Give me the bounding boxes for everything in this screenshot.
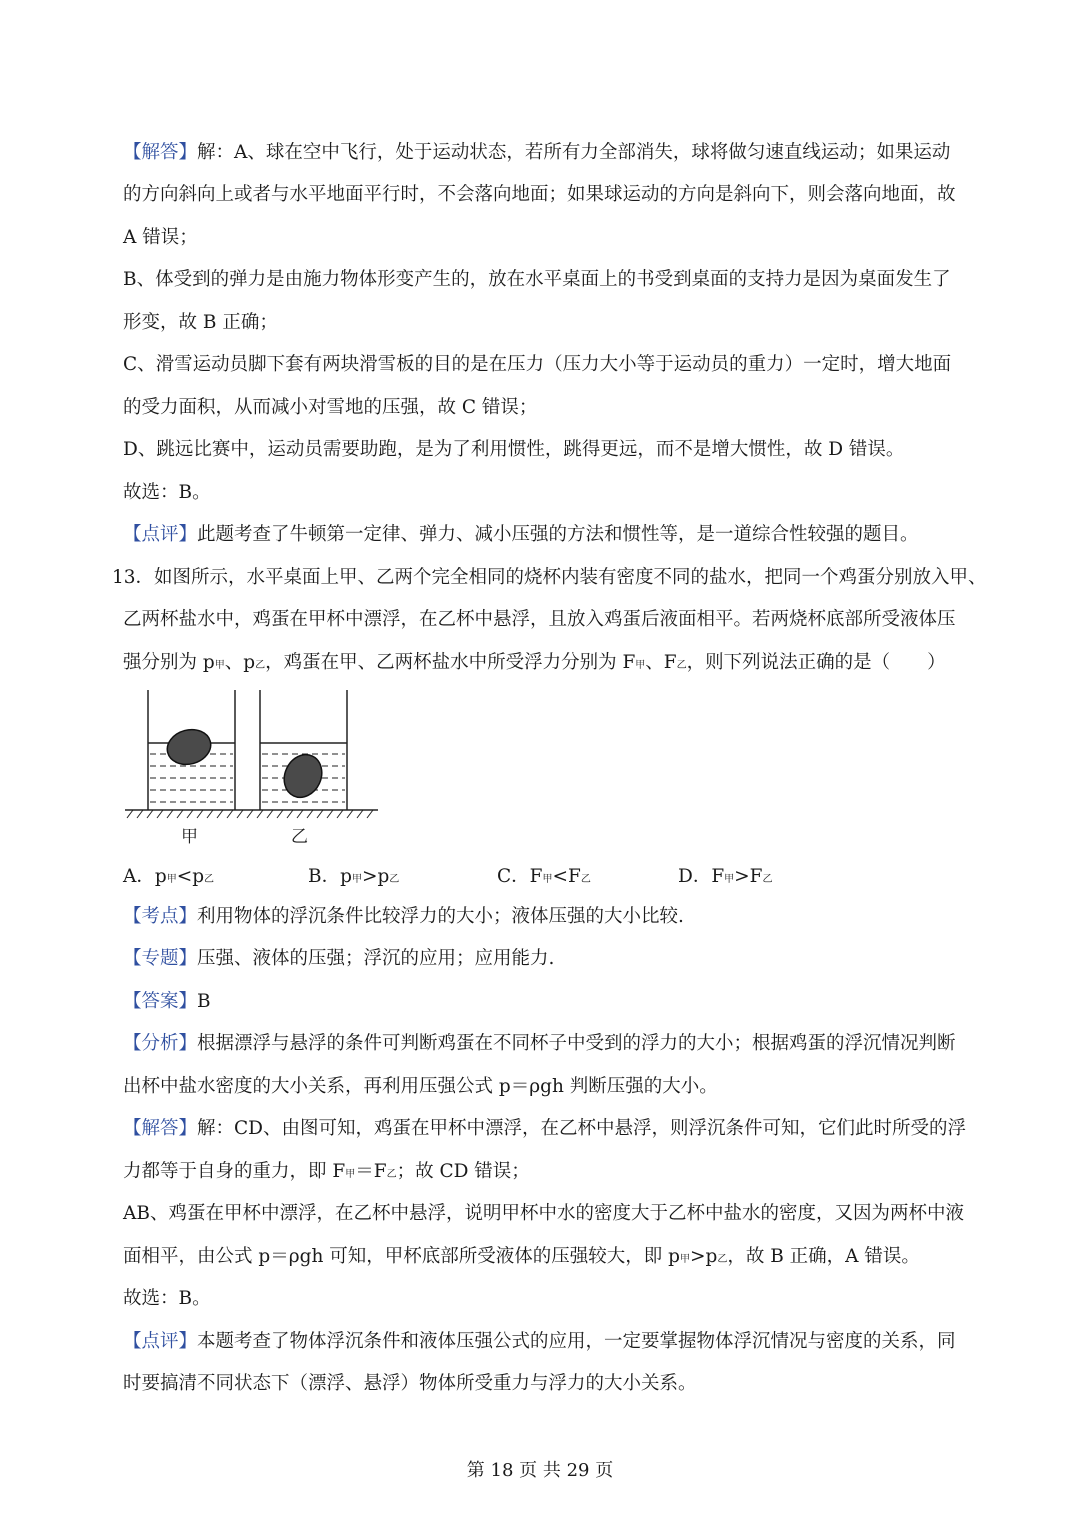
solution-12-line-7: 的受力面积，从而减小对雪地的压强，故 C 错误； [123, 397, 538, 418]
solution-13-line-4: 面相平，由公式 p＝ρgh 可知，甲杯底部所受液体的压强较大，即 p甲>p乙，故 B 正确，A 错误。 [123, 1246, 920, 1267]
solution-12-line-5: 形变，故 B 正确； [123, 312, 278, 333]
solution-13-line-3: AB、鸡蛋在甲杯中漂浮，在乙杯中悬浮，说明甲杯中水的密度大于乙杯中盐水的密度，又因为两杯中液 [123, 1203, 964, 1224]
option-b: B．p甲>p乙 [308, 866, 400, 887]
tag-fenxi: 【分析】 [123, 1033, 198, 1054]
solution-12-line-2: 的方向斜向上或者与水平地面平行时，不会落向地面；如果球运动的方向是斜向下，则会落向地面，故 [123, 184, 956, 205]
review-13-line-2: 时要搞清不同状态下（漂浮、悬浮）物体所受重力与浮力的大小关系。 [123, 1373, 697, 1394]
option-c: C．F甲<F乙 [497, 866, 591, 887]
solution-13-line-5: 故选：B。 [123, 1288, 211, 1309]
tag-kaodian: 【考点】 [123, 906, 198, 927]
tag-dianping: 【点评】 [123, 524, 198, 545]
solution-12-line-1: 【解答】解：A、球在空中飞行，处于运动状态，若所有力全部消失，球将做匀速直线运动；如果运动 [123, 142, 951, 163]
beaker-figure [123, 690, 383, 854]
question-13-line-3: 强分别为 p甲、p乙，鸡蛋在甲、乙两杯盐水中所受浮力分别为 F甲、F乙，则下列说法正确的是（ ） [123, 652, 946, 673]
tag-jieda-13: 【解答】 [123, 1118, 198, 1139]
review-13-line-1: 【点评】本题考查了物体浮沉条件和液体压强公式的应用，一定要掌握物体浮沉情况与密度的关系，同 [123, 1331, 956, 1352]
solution-13-line-1: 【解答】解：CD、由图可知，鸡蛋在甲杯中漂浮，在乙杯中悬浮，则浮沉条件可知，它们此时所受的浮 [123, 1118, 967, 1139]
egg-suspended [277, 748, 328, 803]
label-yi: 乙 [291, 827, 308, 847]
tag-daan: 【答案】 [123, 991, 198, 1012]
tag-zhuanti: 【专题】 [123, 948, 198, 969]
solution-12-line-4: B、体受到的弹力是由施力物体形变产生的，放在水平桌面上的书受到桌面的支持力是因为桌面发生了 [123, 269, 951, 290]
kaodian: 【考点】利用物体的浮沉条件比较浮力的大小；液体压强的大小比较. [123, 906, 684, 927]
fenxi-line-1: 【分析】根据漂浮与悬浮的条件可判断鸡蛋在不同杯子中受到的浮力的大小；根据鸡蛋的浮沉情况判断 [123, 1033, 956, 1054]
solution-12-line-9: 故选：B。 [123, 482, 211, 503]
zhuanti: 【专题】压强、液体的压强；浮沉的应用；应用能力. [123, 948, 555, 969]
page-footer: 第 18 页 共 29 页 [466, 1460, 614, 1481]
solution-12-line-3: A 错误； [123, 227, 198, 248]
label-jia: 甲 [181, 827, 198, 847]
tag-jieda: 【解答】 [123, 142, 198, 163]
solution-13-line-2: 力都等于自身的重力，即 F甲＝F乙；故 CD 错误； [123, 1161, 530, 1182]
egg-floating [163, 725, 214, 769]
daan: 【答案】B [123, 991, 211, 1012]
option-d: D．F甲>F乙 [678, 866, 773, 887]
question-13-line-2: 乙两杯盐水中，鸡蛋在甲杯中漂浮，在乙杯中悬浮，且放入鸡蛋后液面相平。若两烧杯底部所受液体压 [123, 609, 956, 630]
solution-12-line-8: D、跳远比赛中，运动员需要助跑，是为了利用惯性，跳得更远，而不是增大惯性，故 D 错误。 [123, 439, 905, 460]
solution-12-line-6: C、滑雪运动员脚下套有两块滑雪板的目的是在压力（压力大小等于运动员的重力）一定时，增大地面 [123, 354, 952, 375]
option-a: A．p甲<p乙 [123, 866, 215, 887]
tag-dianping-13: 【点评】 [123, 1331, 198, 1352]
question-13-line-1: 13．如图所示，水平桌面上甲、乙两个完全相同的烧杯内装有密度不同的盐水，把同一个鸡蛋分别放入甲、 [112, 567, 987, 588]
fenxi-line-2: 出杯中盐水密度的大小关系，再利用压强公式 p＝ρgh 判断压强的大小。 [123, 1076, 718, 1097]
review-12: 【点评】此题考查了牛顿第一定律、弹力、减小压强的方法和惯性等，是一道综合性较强的题目。 [123, 524, 919, 545]
